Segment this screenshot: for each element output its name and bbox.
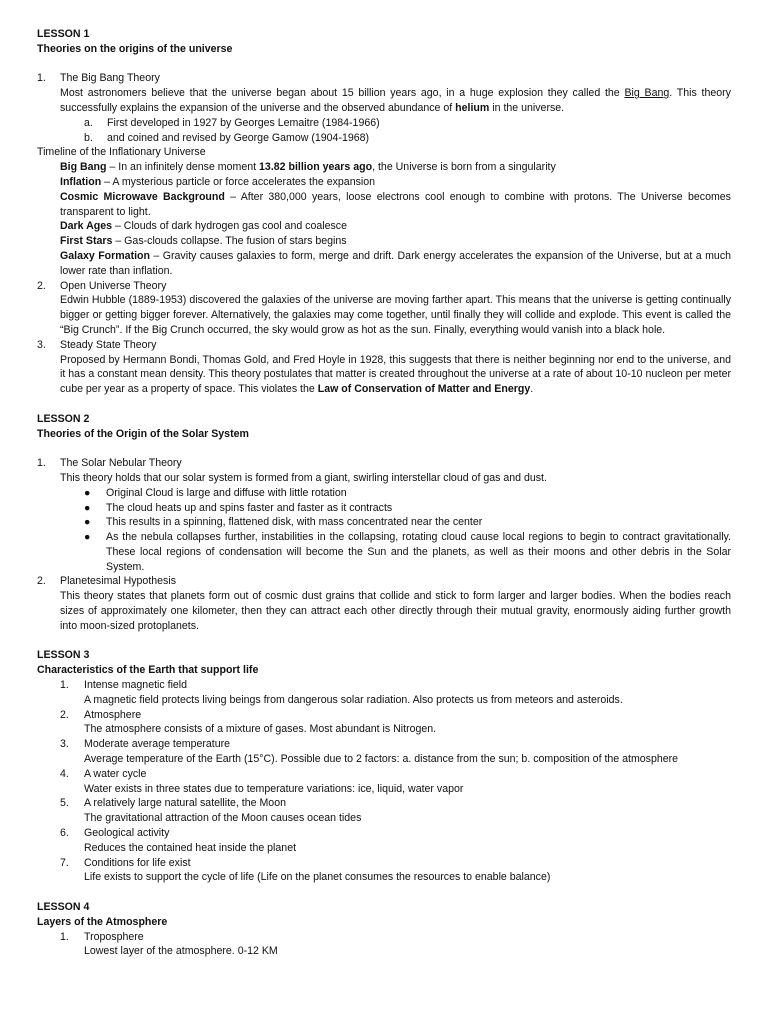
list-number: 2.: [60, 708, 69, 721]
big-bang-heading: [37, 71, 731, 86]
earth-trait-desc: Average temperature of the Earth (15°C). Possible due to 2 factors: a. distance from the sun; b. composition of the atmosphere: [84, 753, 679, 766]
sub-item: [37, 116, 731, 131]
list-number: 2.: [37, 575, 46, 588]
timeline-entry: [37, 190, 731, 220]
bullet-item: [37, 486, 731, 501]
big-bang-paragraph: [37, 86, 731, 116]
lesson-4-heading: LESSON 4: [37, 901, 90, 914]
earth-trait-label: [37, 737, 731, 752]
timeline-term: First Stars: [60, 235, 113, 248]
trait-name: Atmosphere: [84, 708, 142, 721]
earth-trait-label: [37, 767, 731, 782]
bullet-icon: ●: [84, 531, 91, 544]
text-run: in the universe.: [489, 101, 565, 114]
trait-name: A relatively large natural satellite, the Moon: [84, 797, 286, 810]
list-number: 1.: [60, 679, 69, 692]
sub-text: First developed in 1927 by Georges Lemaitre (1984-1966): [107, 116, 380, 129]
steady-state-paragraph: [37, 353, 731, 397]
sub-text: and coined and revised by George Gamow (1904-1968): [107, 131, 370, 144]
list-number: 6.: [60, 827, 69, 840]
earth-trait-label: [37, 856, 731, 871]
planetesimal-label: Planetesimal Hypothesis: [60, 575, 176, 588]
timeline-title: Timeline of the Inflationary Universe: [37, 146, 206, 159]
bullet-icon: ●: [84, 501, 91, 514]
list-number: 2.: [37, 279, 46, 292]
bullet-item: [37, 530, 731, 574]
trait-name: A water cycle: [84, 767, 147, 780]
earth-trait-desc: The atmosphere consists of a mixture of gases. Most abundant is Nitrogen.: [84, 723, 437, 736]
atmosphere-layer-label: [37, 930, 731, 945]
lesson-1-title: Theories on the origins of the universe: [37, 42, 233, 55]
sub-marker: b.: [84, 131, 93, 144]
earth-trait-desc: Life exists to support the cycle of life (Life on the planet consumes the resources to enable balance): [84, 871, 551, 884]
text-run: , the Universe is born from a singularity: [372, 161, 556, 174]
text-run: . This theory successfully explains the expansion of the universe and the observed abundance of: [60, 87, 731, 114]
open-universe-label: Open Universe Theory: [60, 279, 167, 292]
lesson-2-title: Theories of the Origin of the Solar System: [37, 427, 249, 440]
trait-name: Intense magnetic field: [84, 679, 188, 692]
list-number: 4.: [60, 767, 69, 780]
list-number: 1.: [60, 930, 69, 943]
sub-item: [37, 131, 731, 146]
text-run: Proposed by Hermann Bondi, Thomas Gold, and Fred Hoyle in 1928, this suggests that there is neither beginning nor end to the universe, and it has a constant mean density. This theory postulates that matter is created throughout the universe at a rate of about 10-10 nucleon per meter cube per year as a property of space. This violates the: [60, 353, 731, 396]
document-page: [37, 27, 731, 959]
helium-term: helium: [455, 101, 490, 114]
nebular-label: The Solar Nebular Theory: [60, 457, 182, 470]
bullet-icon: ●: [84, 516, 91, 529]
timeline-term: Galaxy Formation: [60, 249, 150, 262]
lesson-3-title: Characteristics of the Earth that support life: [37, 664, 259, 677]
law-term: Law of Conservation of Matter and Energy: [317, 383, 531, 396]
planetesimal-heading: [37, 574, 731, 589]
bullet-text: Original Cloud is large and diffuse with little rotation: [106, 486, 347, 499]
bullet-text: As the nebula collapses further, instabilities in the collapsing, rotating cloud cause local regions to begin to contract gravitationally. These local regions of condensation will become the Sun and the planets, as well as their moons and other debris in the Solar System.: [106, 531, 731, 573]
list-number: 1.: [37, 457, 46, 470]
text-run: – After 380,000 years, loose electrons cool enough to combine with protons. The Universe becomes transparent to light.: [60, 190, 731, 218]
timeline-entry: [37, 175, 731, 190]
text-run: – Clouds of dark hydrogen gas cool and coalesce: [112, 220, 347, 233]
sub-marker: a.: [84, 116, 93, 129]
layer-name: Troposphere: [84, 930, 144, 943]
earth-trait-desc: Water exists in three states due to temperature variations: ice, liquid, water vapor: [84, 782, 464, 795]
lesson-1-heading: LESSON 1: [37, 28, 90, 40]
earth-trait-desc: A magnetic field protects living beings from dangerous solar radiation. Also protects us from meteors and asteroids.: [84, 693, 623, 706]
timeline-entry: [37, 234, 731, 249]
earth-trait-desc: Reduces the contained heat inside the planet: [84, 841, 297, 854]
trait-name: Moderate average temperature: [84, 738, 231, 751]
list-number: 3.: [37, 338, 46, 351]
bullet-text: The cloud heats up and spins faster and faster as it contracts: [106, 501, 393, 514]
lesson-3-heading: LESSON 3: [37, 649, 90, 662]
earth-trait-label: [37, 826, 731, 841]
timeline-entry: [37, 249, 731, 279]
steady-state-heading: [37, 338, 731, 353]
text-run: Most astronomers believe that the universe began about 15 billion years ago, in a huge explosion they called the: [60, 87, 625, 100]
bullet-text: This results in a spinning, flattened disk, with mass concentrated near the center: [106, 516, 483, 529]
planetesimal-paragraph: This theory states that planets form out of cosmic dust grains that collide and stick to form larger and larger bodies. When the bodies reach sizes of approximately one kilometer, then they can attract each other directly through their mutual gravity, enormously aiding further growth into moon-sized protoplanets.: [60, 590, 731, 632]
bullet-item: [37, 515, 731, 530]
trait-name: Conditions for life exist: [84, 856, 191, 869]
earth-trait-desc: The gravitational attraction of the Moon causes ocean tides: [84, 812, 362, 825]
atmosphere-layer-desc: Lowest layer of the atmosphere. 0-12 KM: [84, 945, 278, 958]
earth-trait-label: [37, 708, 731, 723]
bullet-item: [37, 501, 731, 516]
list-number: 7.: [60, 856, 69, 869]
open-universe-paragraph: Edwin Hubble (1889-1953) discovered the galaxies of the universe are moving farther apart. This means that the universe is getting continually bigger or getting bigger forever. Alternatively, the galaxies may come together, until finally they will collide and explode. This event is called the “Big Crunch”. If the Big Crunch occurred, the sky would grow as hot as the sun. Finally, everything would vanish into a black hole.: [60, 294, 731, 336]
timeline-term: Inflation: [60, 175, 102, 188]
nebular-paragraph: This theory holds that our solar system is formed from a giant, swirling interstellar cloud of gas and dust.: [60, 471, 547, 484]
nebular-heading: [37, 456, 731, 471]
timeline-entry: [37, 160, 731, 175]
timeline-date: 13.82 billion years ago: [259, 161, 373, 174]
lesson-2-heading: LESSON 2: [37, 412, 90, 425]
list-number: 1.: [37, 72, 46, 85]
text-run: .: [530, 383, 534, 396]
open-universe-heading: [37, 279, 731, 294]
text-run: – Gravity causes galaxies to form, merge and drift. Dark energy accelerates the expansion of the Universe, but at a much lower rate than inflation.: [60, 249, 732, 277]
bullet-icon: ●: [84, 486, 91, 499]
earth-trait-label: [37, 796, 731, 811]
big-bang-term: Big Bang: [624, 87, 670, 100]
timeline-term: Big Bang: [60, 161, 107, 174]
list-number: 3.: [60, 738, 69, 751]
big-bang-label: The Big Bang Theory: [60, 72, 160, 85]
steady-state-label: Steady State Theory: [60, 338, 157, 351]
lesson-4-title: Layers of the Atmosphere: [37, 915, 168, 928]
text-run: – A mysterious particle or force accelerates the expansion: [101, 175, 376, 188]
text-run: – In an infinitely dense moment: [106, 161, 260, 174]
earth-trait-label: [37, 678, 731, 693]
text-run: – Gas-clouds collapse. The fusion of stars begins: [112, 235, 347, 248]
list-number: 5.: [60, 797, 69, 810]
timeline-entry: [37, 219, 731, 234]
timeline-term: Dark Ages: [60, 220, 113, 233]
timeline-term: Cosmic Microwave Background: [60, 190, 225, 203]
trait-name: Geological activity: [84, 827, 170, 840]
